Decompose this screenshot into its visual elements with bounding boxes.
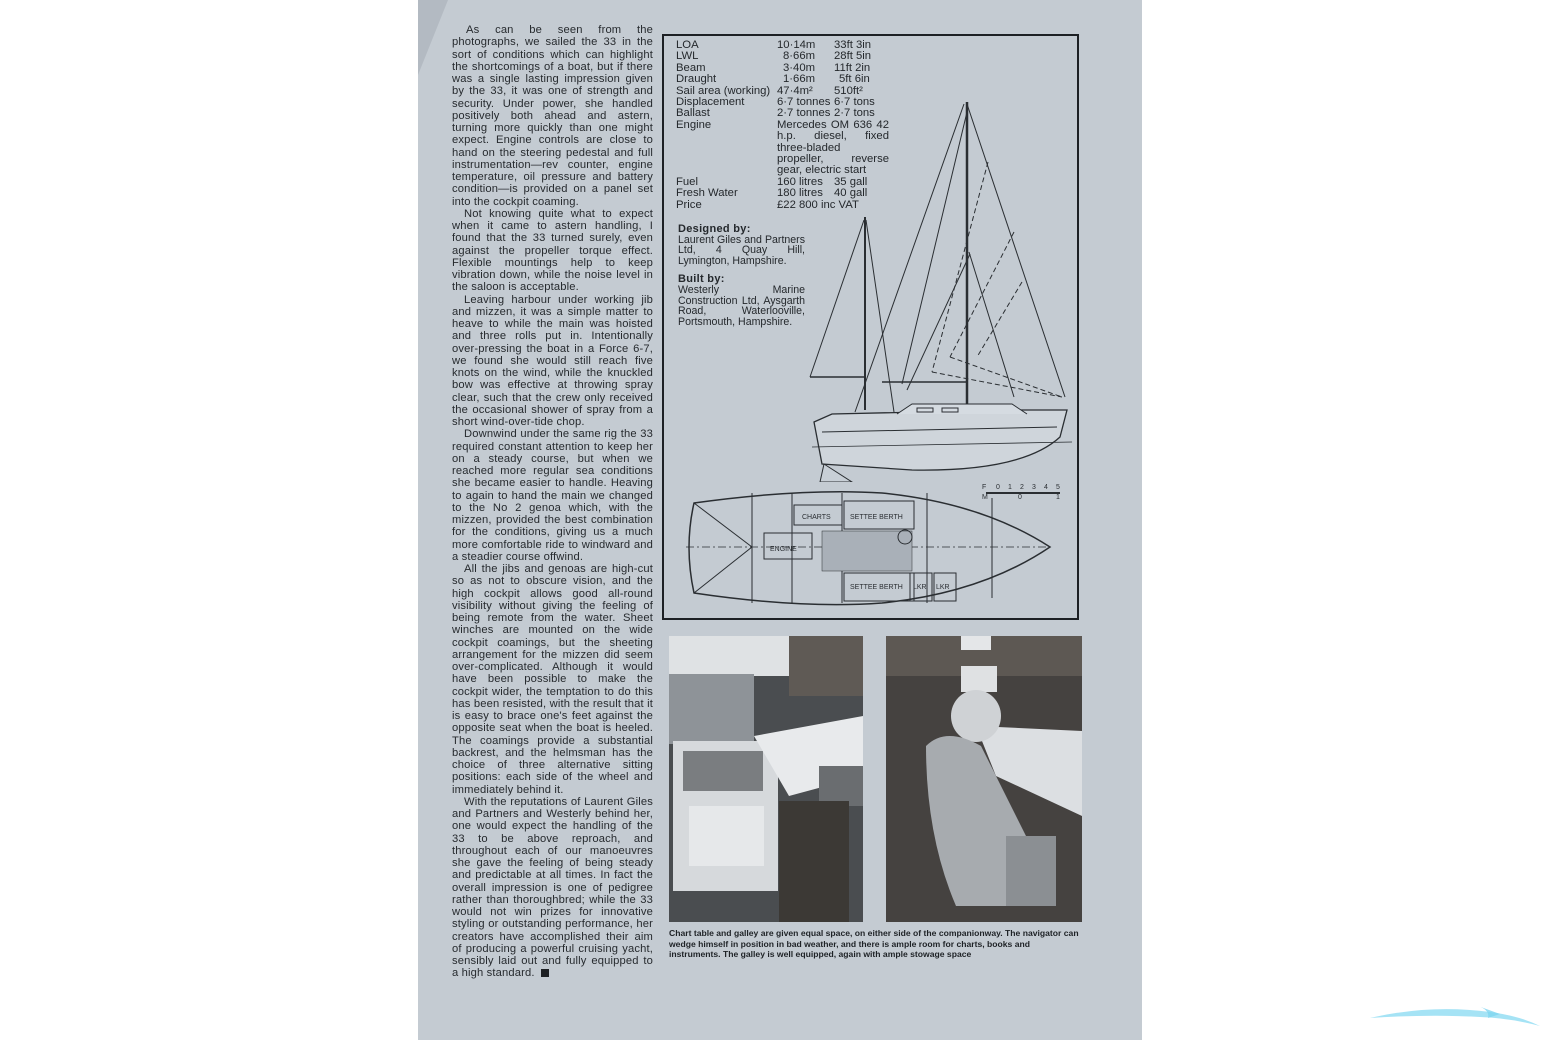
plan-label-settee-top: SETTEE BERTH <box>850 514 903 521</box>
page-fold-corner <box>418 0 448 75</box>
plan-label-locker: LKR <box>936 584 950 591</box>
spec-label: Beam <box>676 61 706 74</box>
plan-label-settee-bottom: SETTEE BERTH <box>850 584 903 591</box>
article-paragraph-last <box>452 796 653 980</box>
spec-metric: 180 litres <box>777 187 823 200</box>
spec-metric: 8·66m <box>783 50 816 63</box>
spec-label: Draught <box>676 73 717 86</box>
spec-label: Fresh Water <box>676 187 738 200</box>
spec-imperial: 33ft 3in <box>834 39 872 51</box>
photo-caption: Chart table and galley are given equal space, on either side of the companionway. The navigator can wedge himself in position in bad weather, and there is ample room for charts, books and instruments. The galley is well equipped, again with ample stowage space <box>669 928 1079 959</box>
built-by-heading: Built by: <box>678 273 725 286</box>
spec-imperial: 6·7 tons <box>834 95 875 108</box>
article-paragraph-text: With the reputations of Laurent Giles and Partners and Westerly behind her, one would expect the handling of the 33 to be above reproach, and throughout each of our manoeuvres she gave the feeling of being steady and predictable at all times. In fact the overall impression is one of pedigree rather than thoroughbred; while the 33 would not win prizes for innovative styling or outstanding performance, her creators have accomplished their aim of producing a powerful cruising yacht, sensibly laid out and fully equipped to a high standard. <box>452 795 653 980</box>
plan-label-locker: LKR <box>913 584 927 591</box>
spec-engine-value: Mercedes OM 636 42 h.p. diesel, fixed three-bladed propeller, reverse gear, electric start <box>777 118 889 177</box>
scale-bar <box>982 484 1060 502</box>
article-paragraph: Leaving harbour under working jib and mizzen, it was a simple matter to heave to while the main was hoisted and three rolls put in. Intentionally over-pressing the boat in a Force 6-7, we found she would still reach five knots on the wind, while the knuckled bow was effective at throwing spray clear, such that the crew only received the occasional shower of spray from a short wind-over-tide chop. <box>452 293 653 428</box>
article-column <box>452 24 653 980</box>
scale-tick: 0 <box>1018 494 1022 501</box>
designed-by-heading: Designed by: <box>678 223 751 235</box>
spec-imperial: 11ft 2in <box>834 61 871 74</box>
specification-box <box>662 34 1079 620</box>
scale-tick: 5 <box>1056 484 1060 491</box>
scale-metres-label: M <box>982 494 988 501</box>
spec-metric: 160 litres <box>777 175 823 188</box>
article-paragraph: Downwind under the same rig the 33 required constant attention to keep her on a steady course, but when we reached more regular sea conditions she became easier to handle. Heaving to again to hand the main we changed to the No 2 genoa which, with the mizzen, provided the best combination for the conditions, giving us a much more comfortable ride to windward and a steadier course offwind. <box>452 428 653 563</box>
scale-tick: 4 <box>1044 484 1048 491</box>
scale-tick: 2 <box>1020 484 1024 491</box>
spec-label: Fuel <box>676 175 698 188</box>
sail-plan-drawing <box>792 92 1082 482</box>
credits <box>678 224 805 335</box>
chart-table-photo <box>886 636 1082 922</box>
spec-metric: 2·7 tonnes <box>777 107 831 120</box>
scale-feet-label: F <box>982 484 987 491</box>
scale-tick: 1 <box>1056 494 1060 501</box>
plan-label-engine: ENGINE <box>770 546 797 553</box>
spec-label: LOA <box>676 39 699 51</box>
spec-imperial: 28ft 5in <box>834 50 872 63</box>
article-paragraph: Not knowing quite what to expect when it came to astern handling, I found that the 33 turned surely, even against the propeller torque effect. Flexible mountings help to keep vibration down, while the noise level in the saloon is acceptable. <box>452 207 653 294</box>
accommodation-plan <box>682 483 1052 617</box>
spec-metric: 6·7 tonnes <box>777 95 831 108</box>
plan-label-charts: CHARTS <box>802 514 831 521</box>
spec-metric: 47·4m² <box>777 84 813 97</box>
end-mark-icon <box>541 969 549 977</box>
scale-tick: 3 <box>1032 484 1036 491</box>
built-by-text: Westerly Marine Construction Ltd, Aysgarth Road, Waterlooville, Portsmouth, Hampshire. <box>678 283 805 328</box>
scale-tick: 0 <box>996 484 1000 491</box>
spec-imperial: 2·7 tons <box>834 107 875 120</box>
spec-imperial: 35 gall <box>834 175 868 188</box>
spec-imperial: 40 gall <box>834 187 868 200</box>
galley-photo <box>669 636 863 922</box>
spec-metric: 10·14m <box>777 39 816 51</box>
spec-label: Sail area (working) <box>676 84 771 97</box>
scale-line <box>986 492 1060 494</box>
scale-tick: 1 <box>1008 484 1012 491</box>
spec-imperial: 5ft 6in <box>839 73 870 86</box>
spec-metric: £22 800 inc VAT <box>777 198 859 211</box>
watermark-logo <box>1360 1000 1550 1030</box>
article-paragraph: As can be seen from the photographs, we sailed the 33 in the sort of conditions which can highlight the shortcomings of a boat, but if there was a single lasting impression given by the 33, it was one of strength and security. Under power, she handled positively both ahead and astern, turning more quickly than one might expect. Engine controls are close to hand on the steering pedestal and full instrumentation—rev counter, engine temperature, oil pressure and battery condition—is provided on a panel set into the cockpit coaming. <box>452 24 653 208</box>
spec-label: Displacement <box>676 95 745 108</box>
spec-label: LWL <box>676 50 699 63</box>
spec-imperial: 510ft² <box>834 84 863 97</box>
spec-metric: 3·40m <box>783 61 816 74</box>
designed-by-text: Laurent Giles and Partners Ltd, 4 Quay Hill, Lymington, Hampshire. <box>678 233 805 267</box>
spec-label: Price <box>676 198 702 211</box>
article-paragraph: All the jibs and genoas are high-cut so as not to obscure vision, and the high cockpit allows good all-round visibility without giving the feeling of being remote from the water. Sheet winches are mounted on the wide cockpit coamings, but the sheeting arrangement for the mizzen did seem over-complicated. Although it would have been possible to make the cockpit wider, the temptation to do this has been resisted, with the result that it is easy to brace one's feet against the opposite seat when the boat is heeled. The coamings provide a substantial backrest, and the helmsman has the choice of three alternative sitting positions: each side of the wheel and immediately behind it. <box>452 563 653 796</box>
spec-label: Engine <box>676 118 712 131</box>
spec-label: Ballast <box>676 107 710 120</box>
spec-metric: 1·66m <box>783 73 816 86</box>
